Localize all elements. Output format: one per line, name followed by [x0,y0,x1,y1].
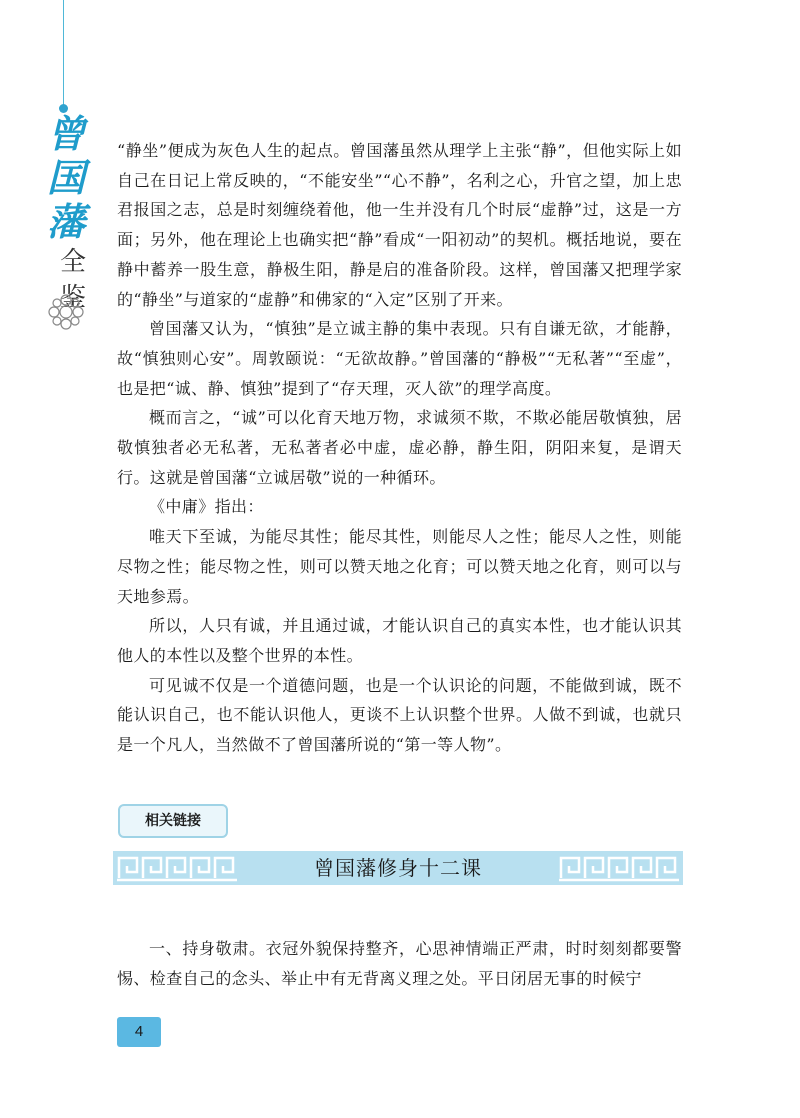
fret-pattern-icon [559,854,679,882]
floral-ornament-icon [46,292,86,332]
body-paragraph: 概而言之，“诚”可以化育天地万物，求诚须不欺，不欺必能居敬慎独，居敬慎独者必无私著，无私著者必中虚，虚必静，静生阳，阴阳来复，是谓天行。这就是曾国藩“立诚居敬”说的一种循环。 [117,408,682,487]
related-links-text: 相关链接 [145,813,201,829]
side-title-char: 国 [46,155,85,200]
side-title-char: 曾 [46,111,85,156]
side-book-title [36,112,96,316]
quote-paragraph: 唯天下至诚，为能尽其性；能尽其性，则能尽人之性；能尽人之性，则能尽物之性；能尽物之性，则可以赞天地之化育；可以赞天地之化育，则可以与天地参焉。 [117,527,682,606]
page-number: 4 [117,1017,161,1047]
body-paragraph: 一、持身敬肃。衣冠外貌保持整齐，心思神情端正严肃，时时刻刻都要警惕、检查自己的念头、举止中有无背离义理之处。平日闭居无事的时候宁 [117,939,682,988]
body-paragraph: 所以，人只有诚，并且通过诚，才能认识自己的真实本性，也才能认识其他人的本性以及整个世界的本性。 [117,616,682,665]
side-subtitle-char: 鉴 [59,283,86,313]
side-subtitle-char: 全 [59,247,86,277]
decorative-vertical-line [63,0,64,108]
section-banner [113,851,683,885]
main-text [117,136,682,760]
body-paragraph: 可见诚不仅是一个道德问题，也是一个认识论的问题，不能做到诚，既不能认识自己，也不能认识他人，更谈不上认识整个世界。人做不到诚，也就只是一个凡人，当然做不了曾国藩所说的“第一等人物”。 [117,675,682,755]
body-paragraph: 曾国藩又认为，“慎独”是立诚主静的集中表现。只有自谦无欲，才能静，故“慎独则心安”。周敦颐说：“无欲故静。”曾国藩的“静极”“无私著”“至虚”，也是把“诚、静、慎独”提到了“存天理，灭人欲”的理学高度。 [117,319,682,398]
body-paragraph: 《中庸》指出： [149,497,264,517]
banner-title: 曾国藩修身十二课 [314,856,482,880]
related-links-label [118,804,228,838]
body-paragraph: “静坐”便成为灰色人生的起点。曾国藩虽然从理学上主张“静”，但他实际上如自己在日记上常反映的，“不能安坐”“心不静”，名利之心，升官之望，加上忠君报国之志，总是时刻缠绕着他，他一生并没有几个时辰“虚静”过，这是一方面；另外，他在理论上也确实把“静”看成“一阳初动”的契机。概括地说，要在静中蓄养一股生意，静极生阳，静是启的准备阶段。这样，曾国藩又把理学家的“静坐”与道家的“虚静”和佛家的“入定”区别了开来。 [117,141,682,309]
section-text [117,934,682,993]
side-title-char: 藩 [46,199,85,244]
